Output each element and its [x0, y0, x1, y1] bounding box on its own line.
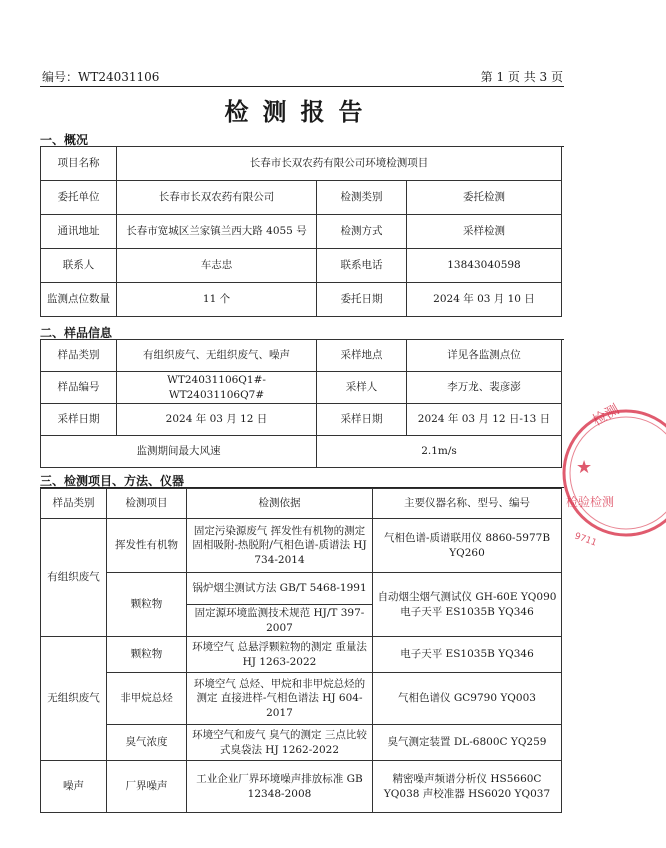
header-category: 样品类别: [41, 489, 107, 519]
item-particulate-unorganized: 颗粒物: [107, 637, 187, 673]
value-points: 11 个: [117, 283, 317, 317]
basis-tsp: 环境空气 总悬浮颗粒物的测定 重量法 HJ 1263-2022: [187, 637, 373, 673]
label-category: 检测类别: [317, 181, 407, 215]
instrument-noise: 精密噪声频谱分析仪 HS5660C YQ038 声校准器 HS6020 YQ037: [373, 761, 562, 813]
category-unorganized: 无组织废气: [41, 637, 107, 761]
basis-odor: 环境空气和废气 臭气的测定 三点比较式臭袋法 HJ 1262-2022: [187, 725, 373, 761]
label-points: 监测点位数量: [41, 283, 117, 317]
label-sample-date-2: 采样日期: [317, 404, 407, 436]
value-wind: 2.1m/s: [317, 436, 562, 468]
value-contact: 车志忠: [117, 249, 317, 283]
report-title: 检测报告: [224, 97, 377, 126]
item-voc: 挥发性有机物: [107, 519, 187, 573]
item-particulate-organized: 颗粒物: [107, 573, 187, 637]
value-sampler: 李万龙、裴彦澎: [407, 372, 562, 404]
sample-table: [40, 339, 562, 468]
value-method: 采样检测: [407, 215, 562, 249]
value-category: 委托检测: [407, 181, 562, 215]
value-sample-date: 2024 年 03 月 12 日: [117, 404, 317, 436]
label-method: 检测方式: [317, 215, 407, 249]
label-sample-type: 样品类别: [41, 340, 117, 372]
label-site: 采样地点: [317, 340, 407, 372]
basis-voc: 固定污染源废气 挥发性有机物的测定 固相吸附-热脱附/气相色谱-质谱法 HJ 734-2014: [187, 519, 373, 573]
label-contact: 联系人: [41, 249, 117, 283]
label-address: 通讯地址: [41, 215, 117, 249]
label-date: 委托日期: [317, 283, 407, 317]
instrument-nmhc: 气相色谱仪 GC9790 YQ003: [373, 673, 562, 725]
overview-table: [40, 146, 562, 317]
basis-particulate-2: 固定源环境监测技术规范 HJ/T 397-2007: [187, 605, 373, 637]
header-rule: [40, 86, 564, 87]
value-sample-code: WT24031106Q1#-WT24031106Q7#: [117, 372, 317, 404]
label-wind: 监测期间最大风速: [41, 436, 317, 468]
label-sampler: 采样人: [317, 372, 407, 404]
report-number: 编号：WT24031106: [42, 70, 160, 84]
value-phone: 13843040598: [407, 249, 562, 283]
label-phone: 联系电话: [317, 249, 407, 283]
label-sample-date: 采样日期: [41, 404, 117, 436]
stamp-text-mid: 检验检测: [566, 495, 615, 509]
stamp-star-icon: ★: [576, 457, 593, 478]
item-nmhc: 非甲烷总烃: [107, 673, 187, 725]
header-instrument: 主要仪器名称、型号、编号: [373, 489, 562, 519]
page-indicator: 第 1 页 共 3 页: [480, 70, 563, 84]
header-item: 检测项目: [107, 489, 187, 519]
item-noise: 厂界噪声: [107, 761, 187, 813]
label-client: 委托单位: [41, 181, 117, 215]
basis-nmhc: 环境空气 总烃、甲烷和非甲烷总烃的测定 直接进样-气相色谱法 HJ 604-2017: [187, 673, 373, 725]
value-sample-type: 有组织废气、无组织废气、噪声: [117, 340, 317, 372]
method-table: [40, 488, 562, 813]
basis-noise: 工业企业厂界环境噪声排放标准 GB 12348-2008: [187, 761, 373, 813]
category-noise: 噪声: [41, 761, 107, 813]
header-basis: 检测依据: [187, 489, 373, 519]
value-site: 详见各监测点位: [407, 340, 562, 372]
category-organized: 有组织废气: [41, 519, 107, 637]
label-project-name: 项目名称: [41, 147, 117, 181]
section3-title: 三、检测项目、方法、仪器: [40, 474, 185, 488]
value-sample-date-2: 2024 年 03 月 12 日-13 日: [407, 404, 562, 436]
stamp-text-code: 9711: [572, 531, 598, 549]
value-client: 长春市长双农药有限公司: [117, 181, 317, 215]
instrument-tsp: 电子天平 ES1035B YQ346: [373, 637, 562, 673]
stamp-text-top: 检测: [590, 401, 623, 430]
value-project-name: 长春市长双农药有限公司环境检测项目: [117, 147, 562, 181]
item-odor: 臭气浓度: [107, 725, 187, 761]
section2-title: 二、样品信息: [40, 326, 113, 340]
label-sample-code: 样品编号: [41, 372, 117, 404]
value-address: 长春市宽城区兰家镇兰西大路 4055 号: [117, 215, 317, 249]
value-date: 2024 年 03 月 10 日: [407, 283, 562, 317]
instrument-odor: 臭气测定装置 DL-6800C YQ259: [373, 725, 562, 761]
seal-stamp: [556, 378, 666, 568]
section1-title: 一、概况: [40, 133, 89, 147]
instrument-voc: 气相色谱-质谱联用仪 8860-5977B YQ260: [373, 519, 562, 573]
instrument-particulate-organized: 自动烟尘烟气测试仪 GH-60E YQ090 电子天平 ES1035B YQ346: [373, 573, 562, 637]
basis-particulate-1: 锅炉烟尘测试方法 GB/T 5468-1991: [187, 573, 373, 605]
